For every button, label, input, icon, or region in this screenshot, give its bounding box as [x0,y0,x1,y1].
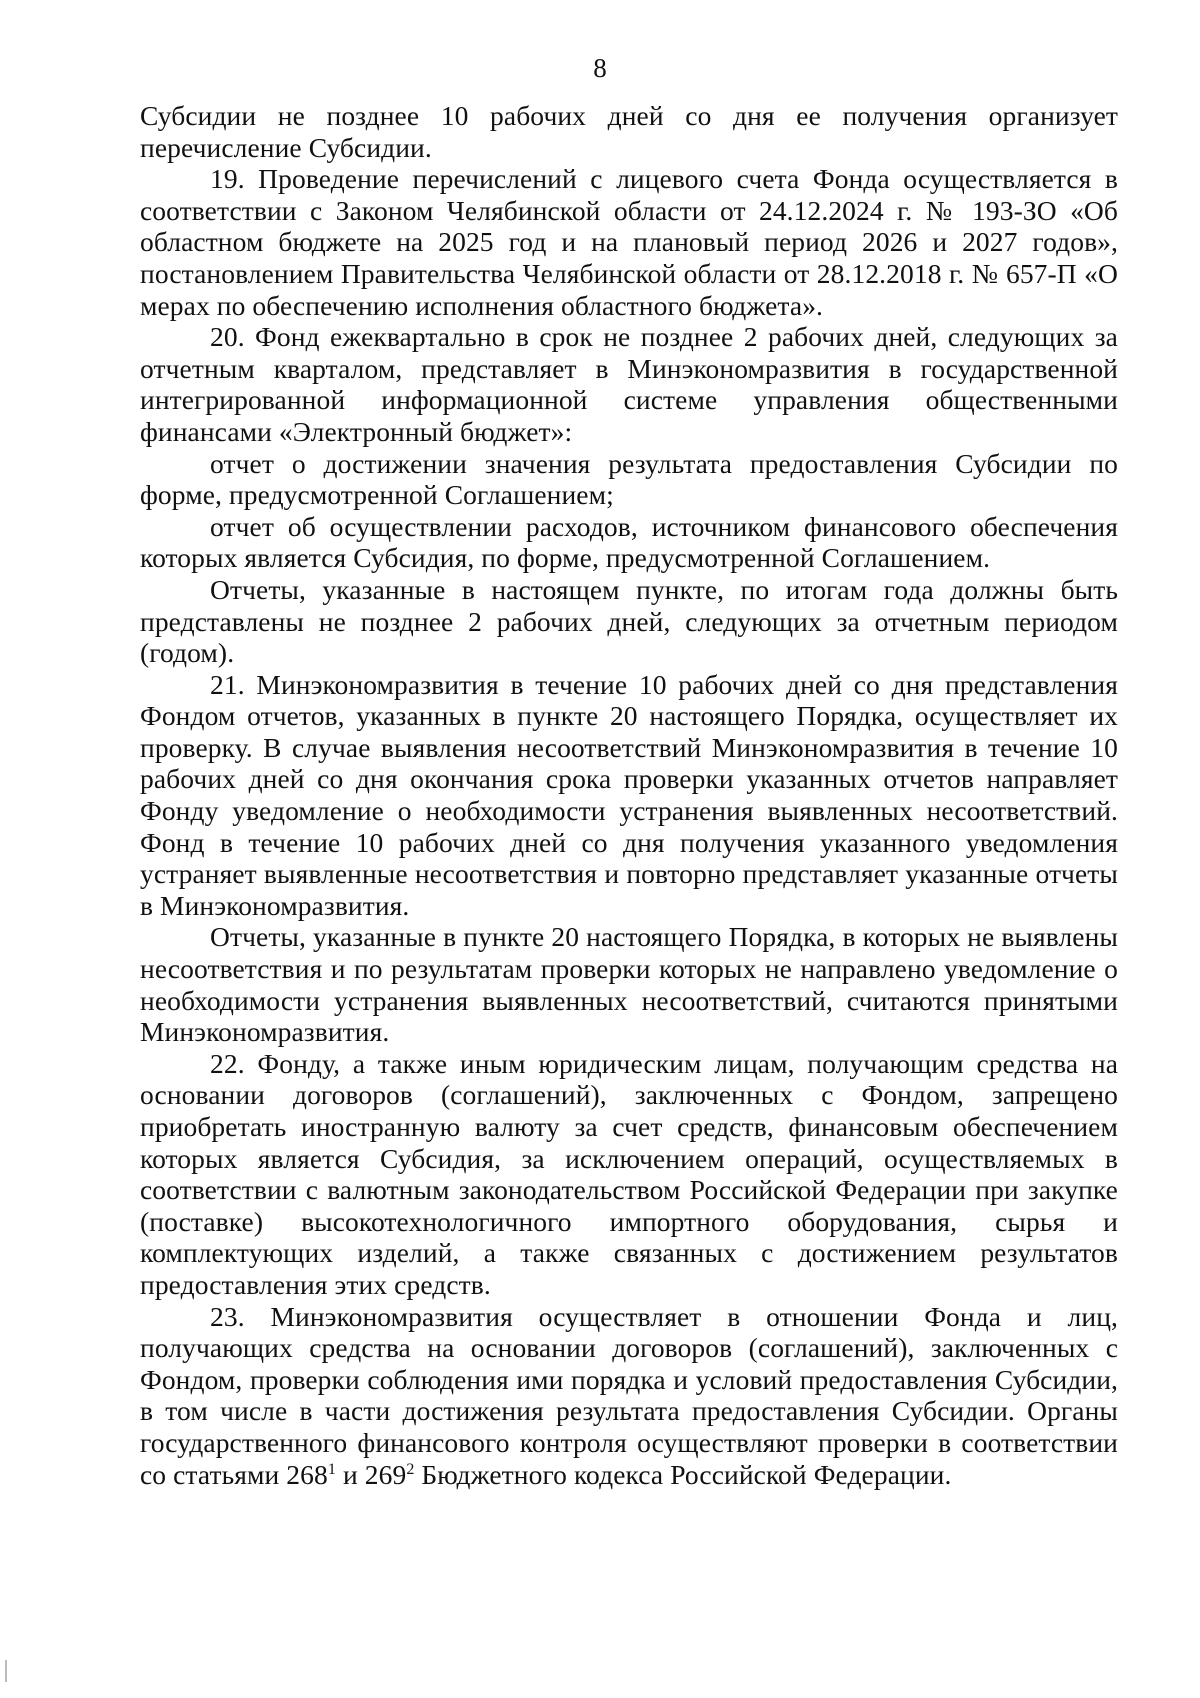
paragraph-23-ending: Бюджетного кодекса Российской Федерации. [414,1458,952,1490]
paragraph-23 [140,1301,1118,1491]
paragraph-20-report-2: отчет об осуществлении расходов, источником финансового обеспечения которых является Субсидия, по форме, предусмотренной Соглашением. [140,510,1118,574]
paragraph-20: 20. Фонд ежеквартально в срок не позднее 2 рабочих дней, следующих за отчетным кварталом, представляет в Минэкономразвития в государственной интегрированной информационной системе управления общественными финансами «Электронный бюджет»: [140,321,1118,447]
article-269: 269 [364,1458,407,1490]
paragraph-21-accepted: Отчеты, указанные в пункте 20 настоящего Порядка, в которых не выявлены несоответствия и по результатам проверки которых не направлено уведомление о необходимости устранения выявленных несоответствий, считаются принятыми Минэкономразвития. [140,921,1118,1048]
article-268-superscript: 1 [327,1460,336,1478]
paragraph-22: 22. Фонду, а также иным юридическим лицам, получающим средства на основании договоров (соглашений), заключенных с Фондом, запрещено приобретать иностранную валюту за счет средств, финансовым обеспечением которых является Субсидия, за исключением операций, осуществляемых в соответствии с валютным законодательством Российской Федерации при закупке (поставке) высокотехнологичного импортного оборудования, сырья и комплектующих изделий, а также связанных с достижением результатов предоставления этих средств. [140,1047,1118,1300]
paragraph-continuation: Субсидии не позднее 10 рабочих дней со дня ее получения организует перечисление Субсидии. [140,100,1118,163]
scan-edge-mark [5,1660,7,1682]
document-body [140,100,1118,1490]
paragraph-21: 21. Минэкономразвития в течение 10 рабочих дней со дня представления Фондом отчетов, указанных в пункте 20 настоящего Порядка, осуществляет их проверку. В случае выявления несоответствий Минэкономразвития в течение 10 рабочих дней со дня окончания срока проверки указанных отчетов направляет Фонду уведомление о необходимости устранения выявленных несоответствий. Фонд в течение 10 рабочих дней со дня получения указанного уведомления устраняет выявленные несоответствия и повторно представляет указанные отчеты в Минэкономразвития. [140,668,1118,921]
paragraph-20-deadline: Отчеты, указанные в настоящем пункте, по итогам года должны быть представлены не позднее 2 рабочих дней, следующих за отчетным периодом (годом). [140,573,1118,669]
paragraph-20-report-1: отчет о достижении значения результата предоставления Субсидии по форме, предусмотренной Соглашением; [140,447,1118,511]
page-number: 8 [593,53,607,83]
paragraph-23-text: 23. Минэкономразвития осуществляет в отношении Фонда и лиц, получающих средства на основании договоров (соглашений), заключенных с Фондом, проверки соблюдения ими порядка и условий предоставления Субсидии, в том числе в части достижения результата предоставления Субсидии. Органы государственного финансового контроля осуществляют проверки в соответствии со статьями [140,1300,1118,1490]
conjunction: и [335,1458,365,1490]
article-268: 268 [286,1458,328,1490]
article-269-superscript: 2 [406,1460,415,1478]
paragraph-19: 19. Проведение перечислений с лицевого счета Фонда осуществляется в соответствии с Законом Челябинской области от 24.12.2024 г. № 193-ЗО «Об областном бюджете на 2025 год и на плановый период 2026 и 2027 годов», постановлением Правительства Челябинской области от 28.12.2018 г. № 657-П «О мерах по обеспечению исполнения областного бюджета». [140,163,1118,321]
